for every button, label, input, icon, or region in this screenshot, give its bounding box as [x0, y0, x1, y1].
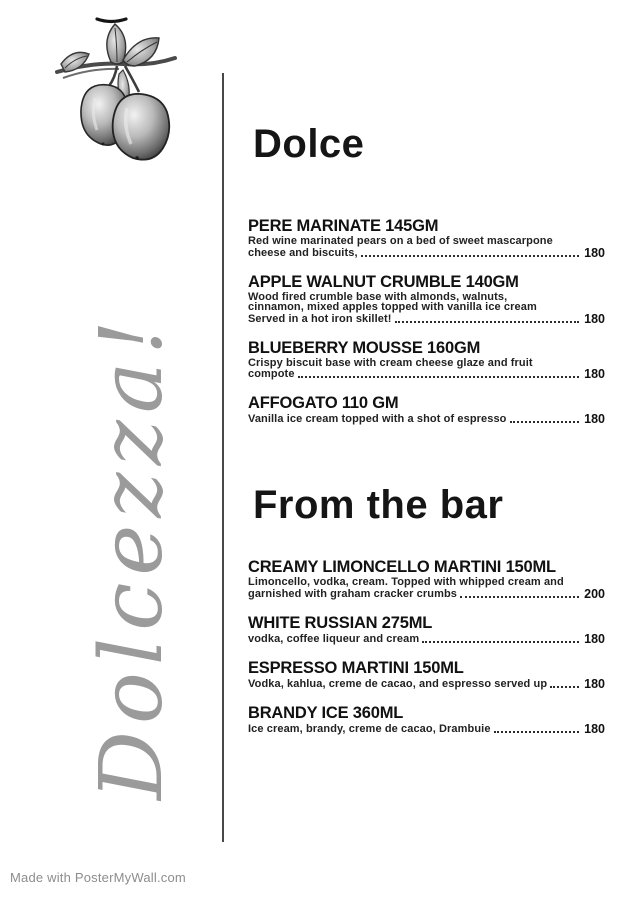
dotted-leader: [298, 376, 580, 378]
item-description-end: Served in a hot iron skillet!: [248, 312, 392, 325]
dotted-leader: [550, 686, 579, 688]
menu-item: [248, 272, 605, 325]
item-name: CREAMY LIMONCELLO MARTINI 150ML: [248, 558, 556, 576]
item-name: BLUEBERRY MOUSSE 160GM: [248, 338, 481, 357]
dotted-leader: [422, 641, 579, 643]
item-price: 180: [584, 631, 605, 646]
twig-mark: [97, 19, 126, 22]
menu-item: [248, 393, 605, 425]
item-price: 180: [584, 676, 605, 691]
apples-illustration: [53, 6, 181, 174]
item-name: BRANDY ICE 360ML: [248, 703, 404, 722]
menu-item: [248, 338, 605, 381]
item-description-end: compote: [248, 368, 295, 380]
menu-item: [248, 216, 605, 259]
item-description-line: Crispy biscuit base with cream cheese glaze and fruit: [248, 356, 533, 369]
item-description-end: vodka, coffee liqueur and cream: [248, 632, 420, 645]
item-description-line: Wood fired crumble base with almonds, walnuts,: [248, 290, 508, 303]
menu-item: [248, 703, 605, 735]
item-price-row: [248, 588, 605, 600]
item-description-end: cheese and biscuits,: [248, 246, 358, 259]
item-description-line: Red wine marinated pears on a bed of sweet mascarpone: [248, 235, 553, 247]
section-items-from-the-bar: [248, 557, 605, 735]
dotted-leader: [460, 596, 579, 598]
item-name: PERE MARINATE 145GM: [248, 217, 439, 235]
menu-item: [248, 613, 605, 645]
dotted-leader: [510, 421, 580, 423]
vertical-divider-line: [222, 73, 224, 842]
section-title-dolce: Dolce: [253, 122, 365, 166]
item-price-row: [248, 313, 605, 325]
item-description-end: Vanilla ice cream topped with a shot of espresso: [248, 413, 507, 425]
item-price: 180: [584, 412, 605, 426]
item-price-row: [248, 368, 605, 380]
item-price-row: [248, 413, 605, 425]
item-name: ESPRESSO MARTINI 150ML: [248, 658, 464, 677]
item-price: 180: [584, 245, 605, 260]
item-price: 180: [584, 721, 605, 736]
item-price-row: [248, 247, 605, 259]
dotted-leader: [361, 255, 580, 257]
item-description-line: Limoncello, vodka, cream. Topped with whipped cream and: [248, 576, 564, 588]
item-price-row: [248, 678, 605, 690]
item-price: 180: [584, 311, 605, 326]
section-title-from-the-bar: From the bar: [253, 483, 504, 527]
menu-item: [248, 658, 605, 690]
item-name: WHITE RUSSIAN 275ML: [248, 613, 433, 632]
item-description-end: garnished with graham cracker crumbs: [248, 587, 458, 600]
item-price-row: [248, 723, 605, 735]
menu-item: [248, 557, 605, 600]
item-price-row: [248, 633, 605, 645]
script-vertical-title: Dolcezza!: [82, 313, 182, 800]
item-description-end: Ice cream, brandy, creme de cacao, Drambuie: [248, 722, 491, 735]
dotted-leader: [395, 321, 580, 323]
menu-column: [248, 0, 605, 748]
item-description-line: cinnamon, mixed apples topped with vanilla ice cream: [248, 301, 537, 313]
postermywall-watermark: Made with PosterMyWall.com: [10, 870, 186, 885]
item-name: APPLE WALNUT CRUMBLE 140GM: [248, 272, 519, 291]
item-description-end: Vodka, kahlua, creme de cacao, and espresso served up: [248, 677, 548, 690]
section-items-dolce: [248, 216, 605, 425]
item-price: 200: [584, 586, 605, 601]
item-name: AFFOGATO 110 GM: [248, 394, 399, 412]
item-price: 180: [584, 367, 605, 381]
dotted-leader: [494, 731, 580, 733]
